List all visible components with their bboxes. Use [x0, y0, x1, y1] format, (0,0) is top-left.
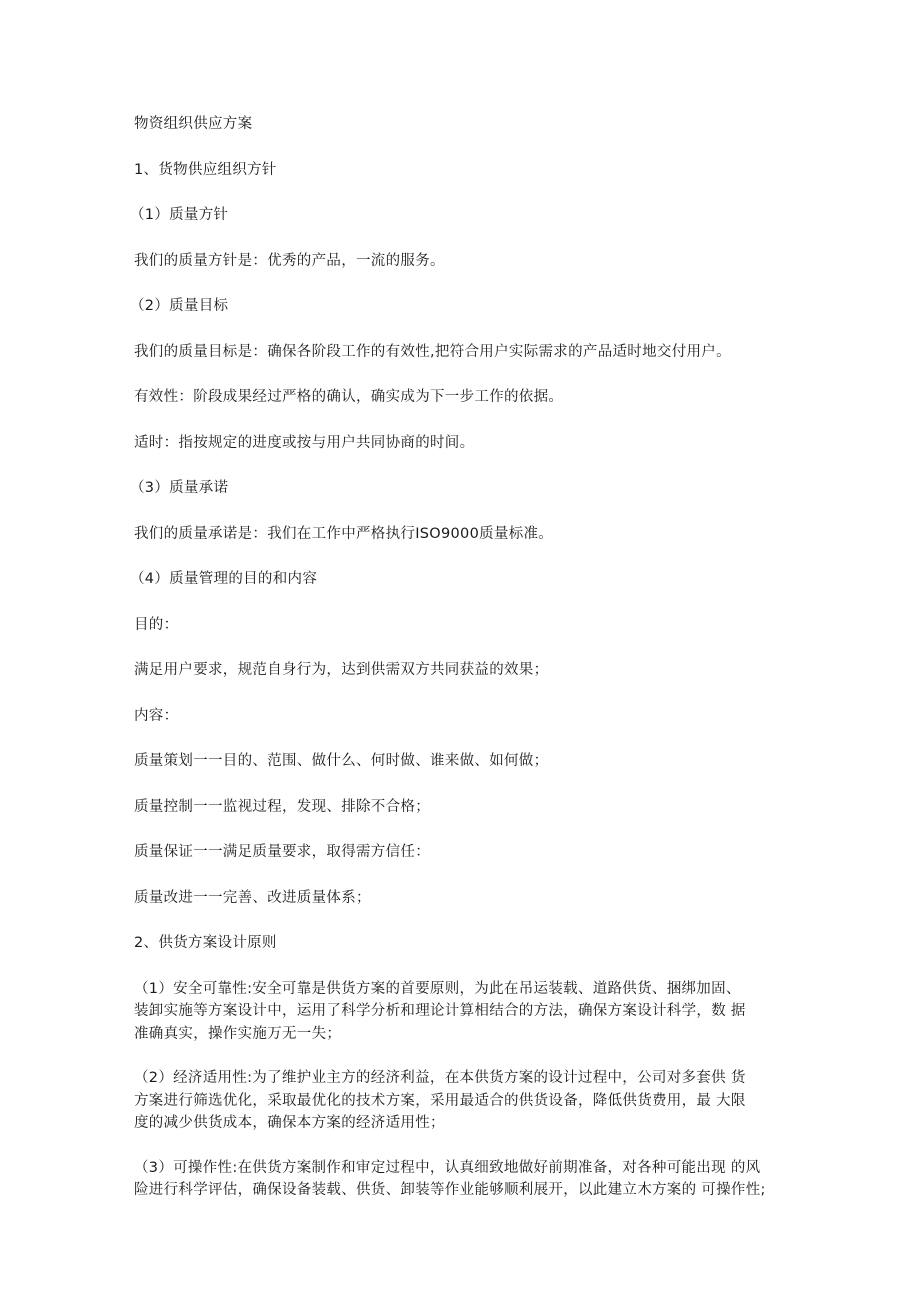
- quality-policy-text: 我们的质量方针是：优秀的产品，一流的服务。: [134, 252, 445, 269]
- paragraph-line: （1）安全可靠性:安全可靠是供货方案的首要原则，为此在吊运装载、道路供货、捆绑加固、: [134, 980, 741, 997]
- purpose-text: 满足用户要求，规范自身行为，达到供需双方共同获益的效果；: [134, 662, 549, 678]
- principle-economy-paragraph: [134, 1067, 794, 1135]
- quality-management-heading: （4）质量管理的目的和内容: [130, 571, 318, 587]
- quality-goal-text: 我们的质量目标是：确保各阶段工作的有效性,把符合用户实际需求的产品适时地交付用户。: [134, 343, 731, 360]
- paragraph-line: 装卸实施等方案设计中，运用了科学分析和理论计算相结合的方法，确保方案设计科学，数 据: [134, 1003, 746, 1019]
- section-1-heading: 1、货物供应组织方针: [134, 161, 277, 178]
- paragraph-line: 度的减少供货成本，确保本方案的经济适用性；: [134, 1115, 445, 1131]
- quality-control-text: 质量控制一一监视过程，发现、排除不合格；: [134, 798, 430, 815]
- principle-operability-paragraph: [134, 1157, 794, 1202]
- quality-planning-text: 质量策划一一目的、范围、做什么、何时做、谁来做、如何做；: [134, 753, 549, 769]
- document-body: [130, 113, 794, 1224]
- paragraph-line: （3）可操作性:在供货方案制作和审定过程中，认真细致地做好前期准备，对各种可能出现 的风: [134, 1159, 761, 1176]
- principle-safety-paragraph: [134, 978, 794, 1046]
- paragraph-line: 准确真实，操作实施万无一失；: [134, 1025, 342, 1042]
- section-2-heading: 2、供货方案设计原则: [134, 935, 277, 951]
- document-title: 物资组织供应方案: [134, 116, 253, 132]
- content-label: 内容：: [134, 707, 179, 724]
- quality-goal-heading: （2）质量目标: [130, 298, 229, 314]
- paragraph-line: （2）经济适用性:为了维护业主方的经济利益，在本供货方案的设计过程中，公司对多套供 货: [134, 1070, 746, 1086]
- quality-commitment-text: 我们的质量承诺是：我们在工作中严格执行ISO9000质量标准。: [134, 525, 554, 542]
- paragraph-line: 险进行科学评估，确保设备装载、供货、卸装等作业能够顺利展开，以此建立木方案的 可操作性;: [134, 1182, 766, 1198]
- purpose-label: 目的：: [134, 616, 179, 633]
- quality-policy-heading: （1）质量方针: [130, 207, 229, 223]
- timeliness-text: 适时：指按规定的进度或按与用户共同协商的时间。: [134, 434, 475, 451]
- effectiveness-text: 有效性：阶段成果经过严格的确认，确实成为下一步工作的依据。: [134, 389, 564, 405]
- quality-commitment-heading: （3）质量承诺: [130, 480, 229, 496]
- quality-improvement-text: 质量改进一一完善、改进质量体系；: [134, 889, 371, 906]
- quality-assurance-text: 质量保证一一满足质量要求，取得需方信任：: [134, 844, 430, 860]
- paragraph-line: 方案进行筛选优化，采取最优化的技术方案，采用最适合的供货设备，降低供货费用，最 大限: [134, 1092, 746, 1109]
